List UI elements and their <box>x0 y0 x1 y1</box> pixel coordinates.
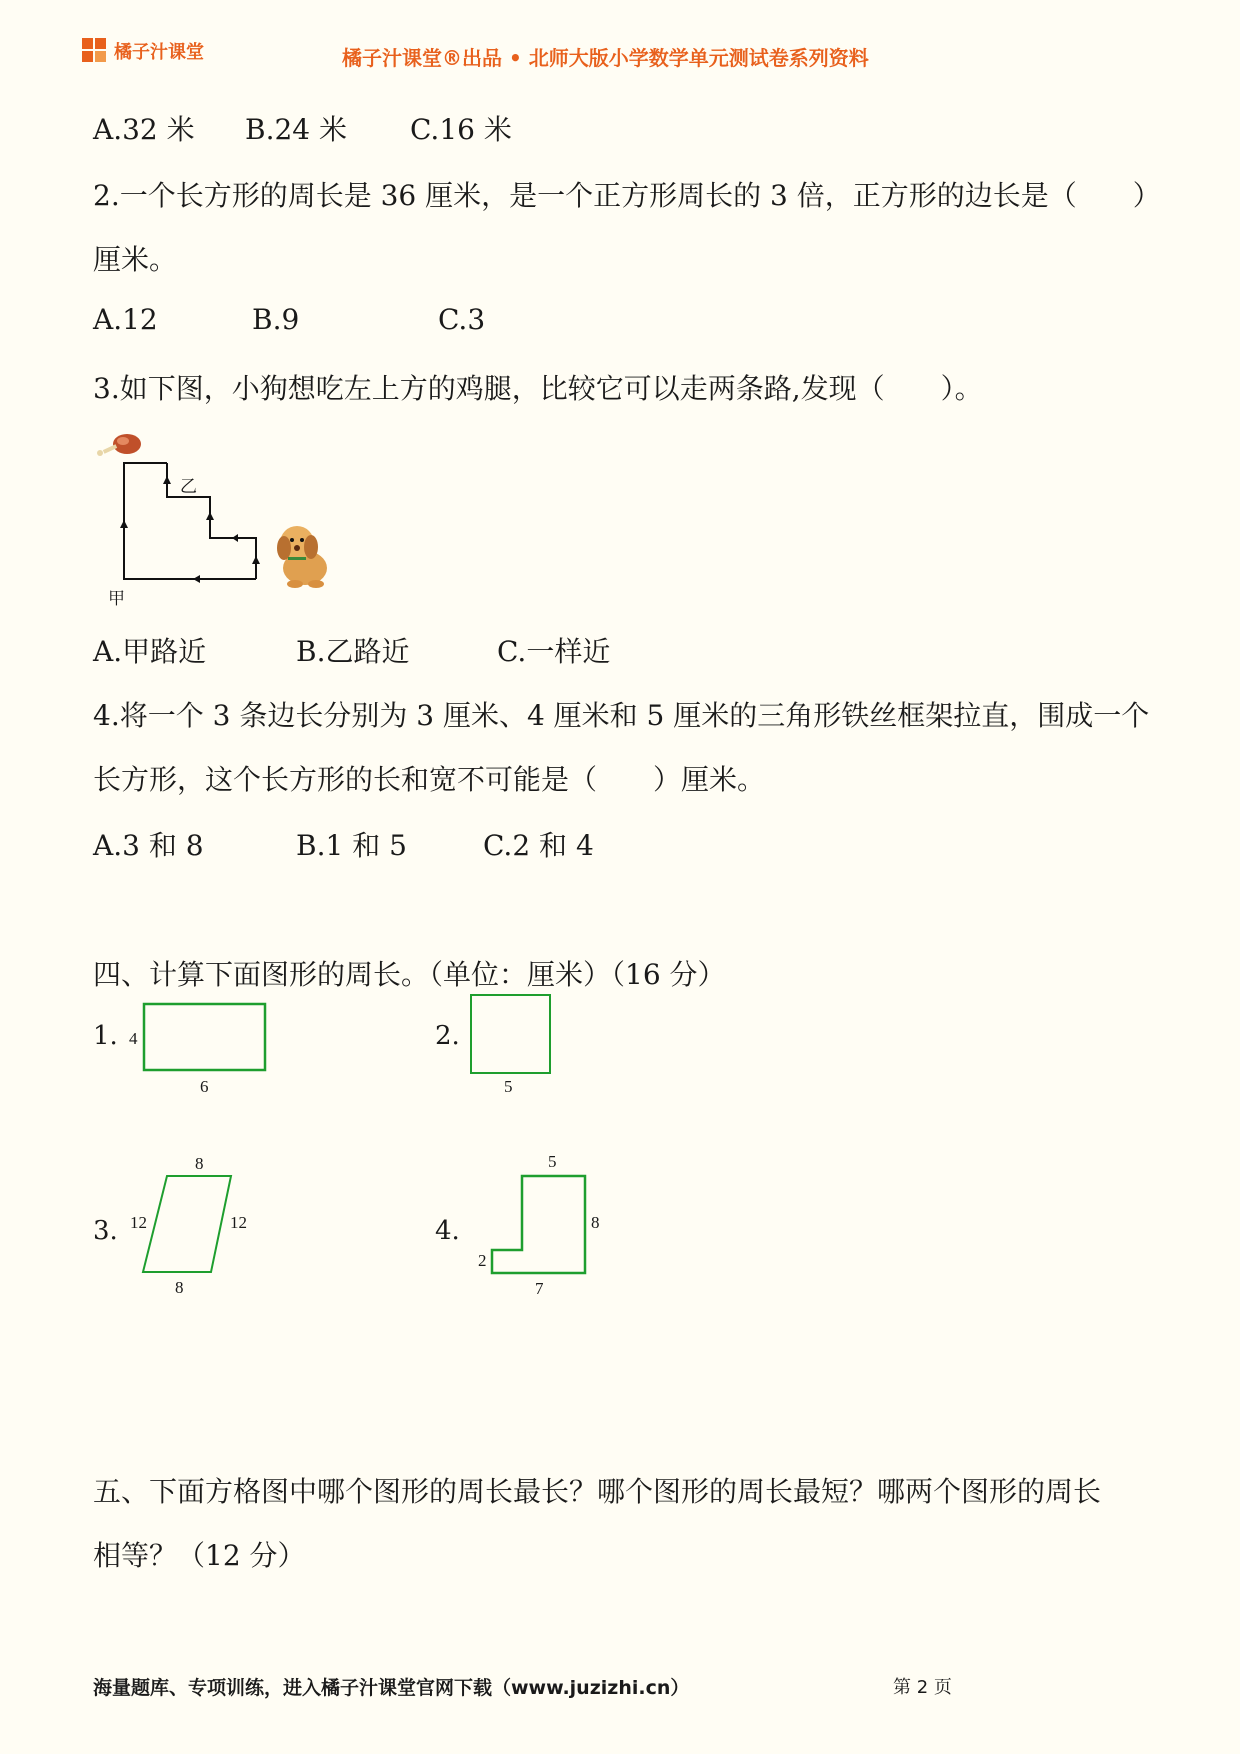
figure4-number: 4. <box>435 1216 460 1246</box>
q4-text: 4.将一个 3 条边长分别为 3 厘米、4 厘米和 5 厘米的三角形铁丝框架拉直，围成一个 <box>93 699 1150 732</box>
figure4-l-shape <box>492 1176 585 1273</box>
q2-text: 2.一个长方形的周长是 36 厘米，是一个正方形周长的 3 倍，正方形的边长是（ ） <box>93 179 1161 212</box>
section4-title: 四、计算下面图形的周长。（单位：厘米）（16 分） <box>93 958 726 991</box>
figure1-label-width: 6 <box>200 1077 209 1096</box>
figure1-label-height: 4 <box>129 1029 138 1048</box>
q4-option-c: C.2 和 4 <box>483 829 594 862</box>
footer-text: 海量题库、专项训练，进入橘子汁课堂官网下载（www.juzizhi.cn） <box>93 1677 690 1699</box>
figure4-label-right: 8 <box>591 1213 600 1232</box>
figure3-label-top: 8 <box>195 1154 204 1173</box>
figure1-rectangle <box>144 1004 265 1070</box>
figure4-label-top: 5 <box>548 1152 557 1171</box>
q4-option-b: B.1 和 5 <box>296 829 407 862</box>
path-label-jia: 甲 <box>108 589 125 608</box>
section5-line1: 五、下面方格图中哪个图形的周长最长？哪个图形的周长最短？哪两个图形的周长 <box>93 1475 1102 1508</box>
q1-option-a: A.32 米 <box>93 113 195 146</box>
figure3-label-right: 12 <box>230 1213 247 1232</box>
figure3-label-bottom: 8 <box>175 1278 184 1297</box>
q2-option-a: A.12 <box>93 303 158 336</box>
path-label-yi: 乙 <box>180 477 197 496</box>
header-title: 橘子汁课堂®出品 • 北师大版小学数学单元测试卷系列资料 <box>342 46 869 70</box>
q4-option-a: A.3 和 8 <box>93 829 204 862</box>
q2-option-b: B.9 <box>252 303 300 336</box>
brand-name: 橘子汁课堂 <box>114 42 204 63</box>
figure3-number: 3. <box>93 1216 118 1246</box>
figure2-number: 2. <box>435 1021 460 1051</box>
figure4-label-bottom: 7 <box>535 1279 544 1298</box>
figure3-label-left: 12 <box>130 1213 147 1232</box>
figure3-parallelogram <box>143 1176 231 1272</box>
q3-option-b: B.乙路近 <box>296 635 410 668</box>
q1-option-c: C.16 米 <box>410 113 512 146</box>
page-number: 第 2 页 <box>893 1677 952 1698</box>
q1-option-b: B.24 米 <box>245 113 348 146</box>
figure2-label-side: 5 <box>504 1077 513 1096</box>
q3-option-c: C.一样近 <box>497 635 611 668</box>
q4-text-cont: 长方形，这个长方形的长和宽不可能是（ ）厘米。 <box>93 763 766 796</box>
figure1-number: 1. <box>93 1021 118 1051</box>
q2-text-cont: 厘米。 <box>93 243 178 276</box>
q2-option-c: C.3 <box>438 303 486 336</box>
q3-text: 3.如下图，小狗想吃左上方的鸡腿，比较它可以走两条路,发现（ ）。 <box>93 372 983 405</box>
section5-line2: 相等？（12 分） <box>93 1539 306 1572</box>
q3-option-a: A.甲路近 <box>93 635 207 668</box>
figure2-square <box>471 995 550 1073</box>
figure4-label-left: 2 <box>478 1251 487 1270</box>
